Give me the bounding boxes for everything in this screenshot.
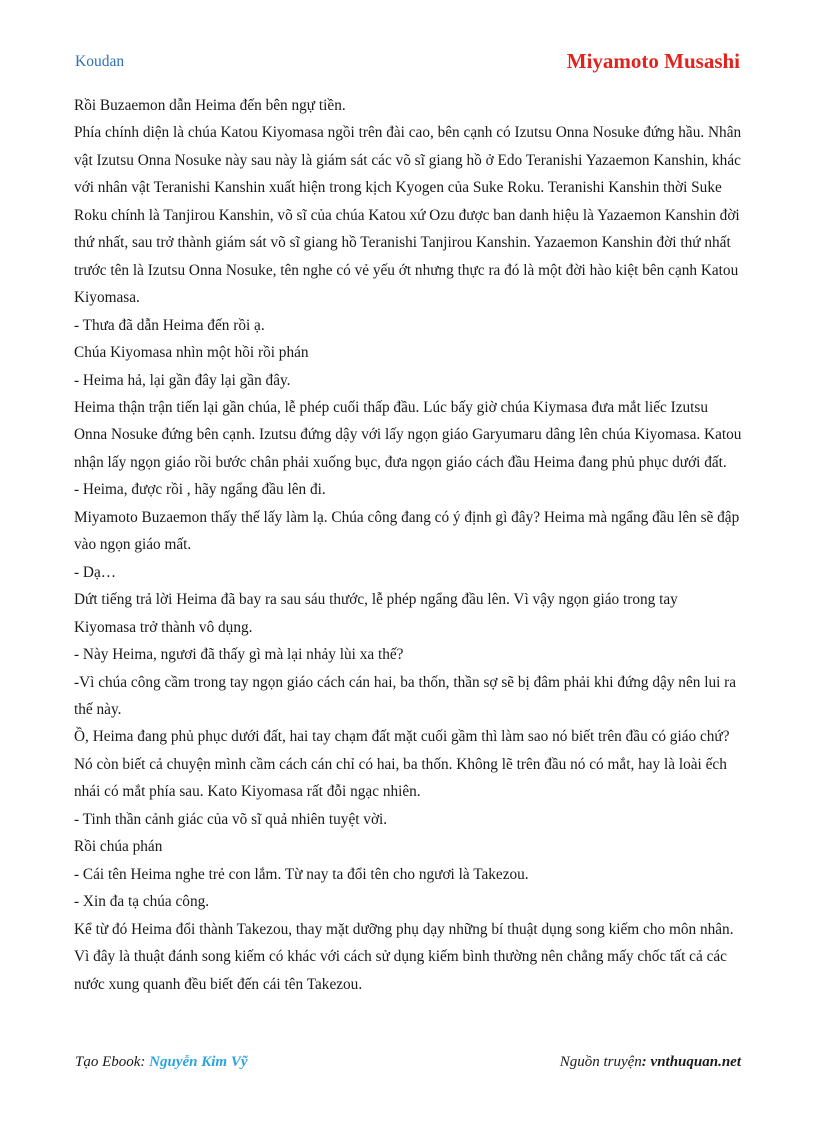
paragraph: - Này Heima, ngươi đã thấy gì mà lại nhảy lùi xa thế? bbox=[74, 646, 404, 664]
paragraph: Miyamoto Buzaemon thấy thế lấy làm lạ. Chúa công đang có ý định gì đây? Heima mà ngẩng đầu lên sẽ đập vào ngọn giáo mất. bbox=[74, 508, 740, 554]
paragraph: - Heima hả, lại gần đây lại gần đây. bbox=[74, 371, 291, 389]
paragraph: - Cái tên Heima nghe trẻ con lắm. Từ nay ta đổi tên cho ngươi là Takezou. bbox=[74, 865, 529, 883]
paragraph: Heima thận trận tiến lại gần chúa, lễ phép cuối thấp đầu. Lúc bấy giờ chúa Kiymasa đưa mắt liếc Izutsu Onna Nosuke đứng bên cạnh. Izutsu đứng dậy với lấy ngọn giáo Garyumaru dâng lên chúa Kiyomasa. Katou nhận lấy ngọn giáo rồi bước chân phải xuống bục, đưa ngọn giáo cách đầu Heima đang phủ phục dưới đất. bbox=[74, 398, 742, 471]
footer-source-credit bbox=[560, 1054, 741, 1071]
paragraph: Rồi Buzaemon dẫn Heima đến bên ngự tiền. bbox=[74, 97, 346, 114]
footer bbox=[75, 1054, 741, 1071]
paragraph: - Thưa đã dẫn Heima đến rồi ạ. bbox=[74, 316, 265, 334]
paragraph: - Tinh thần cảnh giác của võ sĩ quả nhiên tuyệt vời. bbox=[74, 810, 388, 828]
paragraph: Kể từ đó Heima đổi thành Takezou, thay mặt dưỡng phụ dạy những bí thuật dụng song kiếm cho môn nhân. Vì đây là thuật đánh song kiếm có khác với cách sử dụng kiếm bình thường nên chẳng mấy chốc tất cả các nước xung quanh đều biết đến cái tên Takezou. bbox=[74, 920, 734, 993]
paragraph: Phía chính diện là chúa Katou Kiyomasa ngồi trên đài cao, bên cạnh có Izutsu Onna Nosuke đứng hầu. Nhân vật Izutsu Onna Nosuke này sau này là giám sát các võ sĩ giang hồ ở Edo Teranishi Yazaemon Kanshin, khác với nhân vật Teranishi Kanshin xuất hiện trong kịch Kyogen của Suke Roku. Teranishi Kanshin thời Suke Roku chính là Tanjirou Kanshin, võ sĩ của chúa Katou xứ Ozu được ban danh hiệu là Yazaemon Kanshin đời thứ nhất, sau trở thành giám sát võ sĩ giang hồ Teranishi Tanjirou Kanshin. Yazaemon Kanshin đời thứ nhất trước tên là Izutsu Onna Nosuke, tên nghe có vẻ yếu ớt nhưng thực ra đó là một đời hào kiệt bên cạnh Katou Kiyomasa. bbox=[74, 124, 742, 307]
paragraph: - Xin đa tạ chúa công. bbox=[74, 893, 210, 911]
footer-ebook-sep: : bbox=[140, 1054, 150, 1070]
header-series-title: Koudan bbox=[75, 53, 125, 70]
header-book-title: Miyamoto Musashi bbox=[566, 49, 740, 73]
footer-source-label: Nguồn truyện bbox=[559, 1054, 642, 1070]
footer-ebook-creator: Nguyễn Kim Vỹ bbox=[149, 1054, 248, 1070]
footer-ebook-label: Tạo Ebook bbox=[75, 1054, 141, 1070]
paragraph: - Dạ… bbox=[74, 563, 117, 581]
footer-source-site: vnthuquan.net bbox=[650, 1054, 741, 1070]
footer-source-sep: : bbox=[641, 1054, 651, 1070]
paragraph: -Vì chúa công cầm trong tay ngọn giáo cách cán hai, ba thốn, thần sợ sẽ bị đâm phải khi đứng dậy nên lui ra thế này. bbox=[74, 673, 737, 718]
paragraph: - Heima, được rồi , hãy ngẩng đầu lên đi. bbox=[74, 481, 326, 499]
paragraph: Rồi chúa phán bbox=[74, 838, 163, 856]
footer-ebook-credit bbox=[75, 1054, 248, 1071]
paragraph: Ồ, Heima đang phủ phục dưới đất, hai tay chạm đất mặt cuối gầm thì làm sao nó biết trên đầu có giáo chứ? Nó còn biết cả chuyện mình cầm cách cán chỉ có hai, ba thốn. Không lẽ trên đầu nó có mắt, hay là loài ếch nhái có mắt phía sau. Kato Kiyomasa rất đỗi ngạc nhiên. bbox=[74, 728, 730, 801]
paragraph: Dứt tiếng trả lời Heima đã bay ra sau sáu thước, lễ phép ngẩng đầu lên. Vì vậy ngọn giáo trong tay Kiyomasa trở thành vô dụng. bbox=[74, 591, 678, 636]
body-text bbox=[74, 92, 742, 998]
paragraph: Chúa Kiyomasa nhìn một hồi rồi phán bbox=[74, 344, 309, 362]
